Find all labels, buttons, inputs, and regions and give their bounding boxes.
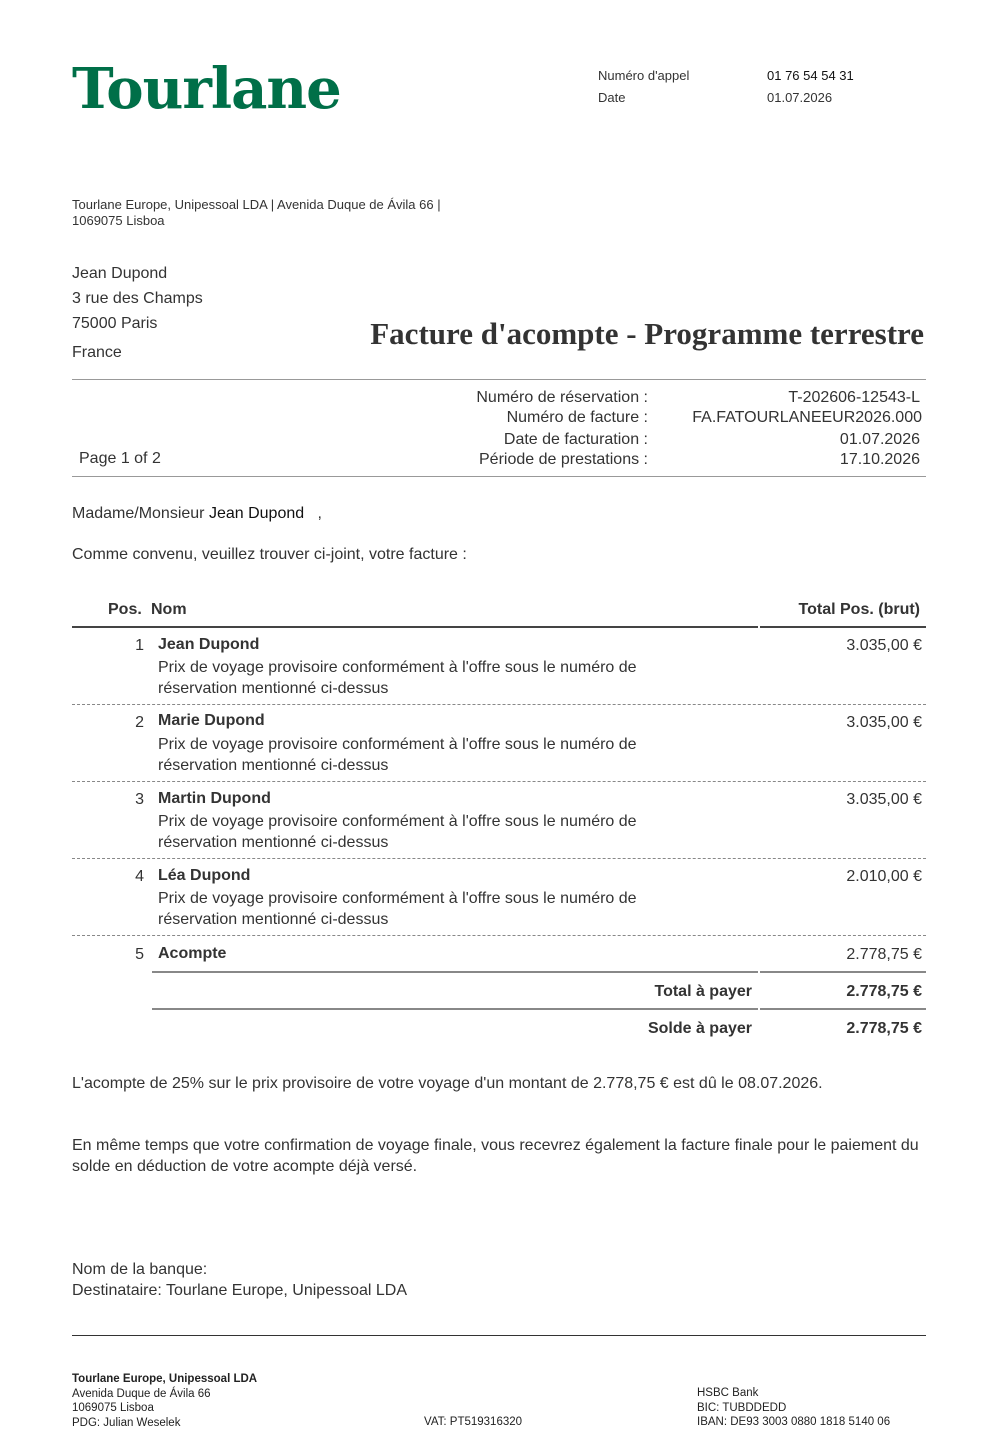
footer-bic: BIC: TUBDDEDD <box>697 1401 787 1414</box>
row-4-description: Prix de voyage provisoire conformément à l'offre sous le numéro de réservation mentionné ci-dessus <box>158 890 637 928</box>
row-2-description: Prix de voyage provisoire conformément à l'offre sous le numéro de réservation mentionné ci-dessus <box>158 736 637 774</box>
row-4-name: Léa Dupond <box>158 867 251 884</box>
row-1-pos: 1 <box>135 637 144 654</box>
phone-label: Numéro d'appel <box>598 68 690 83</box>
document-title: Facture d'acompte - Programme terrestre <box>370 316 924 351</box>
row-divider <box>72 935 926 936</box>
row-1-name: Jean Dupond <box>158 636 260 653</box>
total-rule-left <box>152 971 758 973</box>
recipient-name: Jean Dupond <box>72 265 168 282</box>
footer-company: Tourlane Europe, Unipessoal LDA <box>72 1373 258 1385</box>
date-value: 01.07.2026 <box>767 90 833 105</box>
recipient-country: France <box>72 344 122 361</box>
meta-top-divider <box>72 379 926 380</box>
total-label: Total à payer <box>654 983 752 1000</box>
invoice-date-value: 01.07.2026 <box>839 431 920 448</box>
invoice-number-label: Numéro de facture : <box>506 409 648 426</box>
row-2-amount: 3.035,00 € <box>846 714 922 731</box>
phone-value: 01 76 54 54 31 <box>767 68 854 83</box>
service-period-value: 17.10.2026 <box>839 451 920 468</box>
footer-iban: IBAN: DE93 3003 0880 1818 5140 06 <box>697 1416 891 1428</box>
salutation-suffix: , <box>317 505 322 522</box>
row-4-pos: 4 <box>135 868 144 885</box>
footer-street: Avenida Duque de Ávila 66 <box>72 1387 211 1400</box>
salutation-prefix: Madame/Monsieur <box>72 505 205 522</box>
date-label: Date <box>598 90 626 105</box>
invoice-number-value: FA.FATOURLANEEUR2026.000 <box>692 409 922 426</box>
row-5-amount: 2.778,75 € <box>846 946 922 963</box>
footer-vat: VAT: PT519316320 <box>424 1416 523 1428</box>
booking-number-value: T-202606-12543-L <box>788 389 920 406</box>
row-2-pos: 2 <box>135 714 144 731</box>
row-2-name: Marie Dupond <box>158 712 265 729</box>
row-3-description: Prix de voyage provisoire conformément à l'offre sous le numéro de réservation mentionné ci-dessus <box>158 813 637 851</box>
final-invoice-note: En même temps que votre confirmation de voyage finale, vous recevrez également la facture finale pour le paiement du solde en déduction de votre acompte déjà versé. <box>72 1137 919 1175</box>
recipient-street: 3 rue des Champs <box>72 290 203 307</box>
row-3-pos: 3 <box>135 791 144 808</box>
row-divider <box>72 781 926 782</box>
tourlane-logo: Tourlane <box>72 56 341 122</box>
footer-company-block <box>72 1372 257 1430</box>
total-value: 2.778,75 € <box>846 983 922 1000</box>
bank-name-label: Nom de la banque: <box>72 1261 208 1278</box>
balance-rule-right <box>760 1008 926 1010</box>
row-5-pos: 5 <box>135 946 144 963</box>
meta-bottom-divider <box>72 476 926 477</box>
sender-address: Tourlane Europe, Unipessoal LDA | Avenida Duque de Ávila 66 | 1069075 Lisboa <box>72 197 441 228</box>
header-name: Nom <box>151 601 187 618</box>
recipient-city: 75000 Paris <box>72 315 158 332</box>
row-3-name: Martin Dupond <box>158 790 271 807</box>
invoice-date-label: Date de facturation : <box>503 431 648 448</box>
balance-label: Solde à payer <box>647 1020 752 1037</box>
header-total: Total Pos. (brut) <box>798 601 920 618</box>
row-divider <box>72 704 926 705</box>
row-5-name: Acompte <box>158 945 227 962</box>
row-4-amount: 2.010,00 € <box>846 868 922 885</box>
total-rule-right <box>760 971 926 973</box>
footer-ceo: PDG: Julian Weselek <box>72 1416 181 1429</box>
salutation <box>72 505 322 523</box>
booking-number-label: Numéro de réservation : <box>476 389 648 406</box>
page-info: Page 1 of 2 <box>79 450 161 467</box>
intro-text: Comme convenu, veuillez trouver ci-joint, votre facture : <box>72 546 467 563</box>
header-rule-left <box>72 626 758 628</box>
balance-rule-left <box>152 1008 758 1010</box>
bank-recipient: Destinataire: Tourlane Europe, Unipessoal LDA <box>72 1282 408 1299</box>
footer-bank: HSBC Bank <box>697 1387 759 1399</box>
deposit-note: L'acompte de 25% sur le prix provisoire de votre voyage d'un montant de 2.778,75 € est dû le 08.07.2026. <box>72 1075 823 1092</box>
balance-value: 2.778,75 € <box>846 1020 922 1037</box>
service-period-label: Période de prestations : <box>479 451 648 468</box>
row-divider <box>72 858 926 859</box>
footer-bank-block <box>697 1386 890 1430</box>
salutation-name: Jean Dupond <box>208 505 305 522</box>
header-pos: Pos. <box>108 601 142 618</box>
footer-divider <box>72 1335 926 1336</box>
row-3-amount: 3.035,00 € <box>846 791 922 808</box>
footer-city: 1069075 Lisboa <box>72 1402 154 1414</box>
row-1-description: Prix de voyage provisoire conformément à l'offre sous le numéro de réservation mentionné ci-dessus <box>158 659 637 697</box>
header-rule-right <box>760 626 926 628</box>
row-1-amount: 3.035,00 € <box>846 637 922 654</box>
